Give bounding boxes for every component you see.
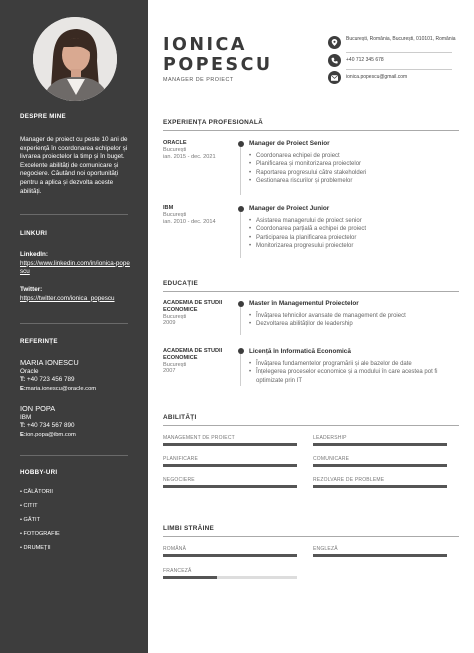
skill-item xyxy=(163,435,297,446)
bullet-item: • Planificarea și monitorizarea proiectelor xyxy=(249,160,459,168)
skill-item xyxy=(313,546,447,557)
link-linkedin xyxy=(20,251,130,277)
timeline-dot xyxy=(238,348,244,354)
reference-company: IBM xyxy=(20,413,32,421)
education-entry xyxy=(249,300,459,329)
twitter-url[interactable]: https://twitter.com/ionica_popescu xyxy=(20,294,115,302)
skill-level-bar xyxy=(313,443,447,446)
experience-entry xyxy=(249,140,459,185)
experience-title: EXPERIENȚA PROFESIONALĂ xyxy=(163,119,264,126)
timeline-dot xyxy=(238,301,244,307)
hobby-list xyxy=(20,489,60,559)
first-name: IONICA xyxy=(163,35,247,55)
skill-label: COMUNICARE xyxy=(313,456,350,462)
full-name xyxy=(163,35,273,75)
company-name: IBM xyxy=(163,205,174,211)
bullet-item: • Învățarea tehnicilor avansate de management de proiect xyxy=(249,312,459,320)
skill-level-bar xyxy=(313,485,447,488)
skill-level-bar xyxy=(313,464,447,467)
link-label: LinkedIn: xyxy=(20,251,48,258)
skill-level-bar xyxy=(163,443,297,446)
company-name: ORACLE xyxy=(163,140,187,146)
skill-item xyxy=(163,477,297,488)
contact-phone xyxy=(328,54,384,67)
skill-level-bar xyxy=(163,554,297,557)
experience-entry-meta xyxy=(163,205,233,225)
skill-level-fill xyxy=(313,485,447,488)
skill-level-bar xyxy=(313,554,447,557)
email-label: E: xyxy=(20,385,26,392)
contact-address xyxy=(328,36,458,49)
degree-title: Master în Managementul Proiectelor xyxy=(249,300,359,307)
email-icon xyxy=(328,71,341,84)
divider xyxy=(20,214,128,215)
sidebar xyxy=(0,0,148,653)
graduation-year: 2009 xyxy=(163,320,176,327)
position-title: Manager de Proiect Junior xyxy=(249,205,330,212)
skill-level-fill xyxy=(163,576,217,579)
bullet-item: • Raportarea progresului către stakeholderi xyxy=(249,169,459,177)
experience-entry xyxy=(249,205,459,250)
education-title: EDUCAȚIE xyxy=(163,280,199,287)
skill-level-bar xyxy=(163,576,297,579)
skill-item xyxy=(163,456,297,467)
profile-photo xyxy=(33,17,117,101)
email-label: E: xyxy=(20,431,26,438)
skill-label: MANAGEMENT DE PROIECT xyxy=(163,435,235,441)
skill-item xyxy=(313,477,447,488)
hobby-item: • CITIT xyxy=(20,503,38,509)
reference-email[interactable]: maria.ionescu@oracle.com xyxy=(25,385,97,392)
bullet-item: • Învățarea fundamentelor programării și ale bazelor de date xyxy=(249,360,459,368)
skill-label: FRANCEZĂ xyxy=(163,568,192,574)
last-name: POPESCU xyxy=(163,55,273,75)
reference-item xyxy=(20,404,132,439)
bullet-item: • Coordonarea echipei de proiect xyxy=(249,152,459,160)
address-text: București, România, București, 010101, România xyxy=(346,36,456,42)
skill-label: ENGLEZĂ xyxy=(313,546,338,552)
skill-item xyxy=(163,546,297,557)
degree-title: Licență în Informatică Economică xyxy=(249,348,351,355)
bullet-item: • Dezvoltarea abilităților de leadership xyxy=(249,320,459,328)
company-city: București xyxy=(163,211,187,218)
timeline-dot xyxy=(238,206,244,212)
reference-phone: +40 734 567 890 xyxy=(27,422,75,430)
about-text: Manager de proiect cu peste 10 ani de experiență în coordonarea echipelor și livrarea proiectelor la timp și în buget. Excelente abilități de comunicare și negociere. Căutând noi oportunități pentru a aplica și dezvolta aceste abilități. xyxy=(20,136,128,195)
reference-phone: +40 723 456 789 xyxy=(27,376,75,384)
skill-level-fill xyxy=(313,464,447,467)
education-entry-meta xyxy=(163,348,233,375)
about-title: DESPRE MINE xyxy=(20,113,66,120)
timeline-line xyxy=(240,305,241,335)
skill-label: PLANIFICARE xyxy=(163,456,198,462)
skill-level-bar xyxy=(163,464,297,467)
education-entry-meta xyxy=(163,300,233,327)
phone-icon xyxy=(328,54,341,67)
bullet-item: • Înțelegerea proceselor economice și a modului în care acestea pot fi optimizate prin IT xyxy=(249,368,459,385)
location-pin-icon xyxy=(328,36,341,49)
phone-text: +40 712 345 678 xyxy=(346,57,384,63)
divider xyxy=(346,52,452,53)
link-label: Twitter: xyxy=(20,286,43,293)
languages-title: LIMBI STRĂINE xyxy=(163,525,215,532)
bullet-item: • Coordonarea parțială a echipei de proiect xyxy=(249,225,459,233)
skill-item xyxy=(313,435,447,446)
school-city: București xyxy=(163,361,187,368)
skill-level-fill xyxy=(313,554,447,557)
reference-email[interactable]: ion.popa@ibm.com xyxy=(25,431,76,438)
timeline-line xyxy=(240,145,241,195)
main-content xyxy=(148,0,474,653)
divider xyxy=(163,536,459,537)
divider xyxy=(346,69,452,70)
bullet-item: • Gestionarea riscurilor și problemelor xyxy=(249,177,459,185)
skill-level-fill xyxy=(163,554,297,557)
reference-company: Oracle xyxy=(20,367,39,375)
skill-level-fill xyxy=(163,485,297,488)
experience-entry-meta xyxy=(163,140,233,160)
divider xyxy=(20,455,128,456)
school-name: ACADEMIA DE STUDII ECONOMICE xyxy=(163,348,223,361)
skill-label: LEADERSHIP xyxy=(313,435,347,441)
timeline-dot xyxy=(238,141,244,147)
school-name: ACADEMIA DE STUDII ECONOMICE xyxy=(163,300,223,313)
skill-level-fill xyxy=(163,443,297,446)
reference-item xyxy=(20,358,132,393)
skill-item xyxy=(313,456,447,467)
reference-name: MARIA IONESCU xyxy=(20,358,79,367)
skills-title: ABILITĂȚI xyxy=(163,414,197,421)
job-title: MANAGER DE PROIECT xyxy=(163,77,234,83)
graduation-year: 2007 xyxy=(163,368,176,375)
skill-level-fill xyxy=(163,464,297,467)
contact-email xyxy=(328,71,407,84)
links-title: LINKURI xyxy=(20,230,48,237)
bullet-item: • Asistarea managerului de proiect senior xyxy=(249,217,459,225)
period: ian. 2010 - dec. 2014 xyxy=(163,218,216,225)
linkedin-url[interactable]: https://www.linkedin.com/in/ionica-popescu xyxy=(20,259,130,276)
skill-label: REZOLVARE DE PROBLEME xyxy=(313,477,385,483)
hobby-item: • CĂLĂTORII xyxy=(20,489,53,495)
skill-level-fill xyxy=(313,443,447,446)
bullet-item: • Monitorizarea progresului proiectelor xyxy=(249,242,459,250)
hobby-item: • DRUMEȚII xyxy=(20,545,51,551)
bullet-item: • Participarea la planificarea proiectelor xyxy=(249,234,459,242)
reference-name: ION POPA xyxy=(20,404,56,413)
hobbies-title: HOBBY-URI xyxy=(20,469,58,476)
skill-item xyxy=(163,568,297,579)
divider xyxy=(163,425,459,426)
skill-level-bar xyxy=(163,485,297,488)
skill-label: NEGOCIERE xyxy=(163,477,195,483)
hobby-item: • FOTOGRAFIE xyxy=(20,531,60,537)
hobby-item: • GĂTIT xyxy=(20,517,40,523)
email-text[interactable]: ionica.popescu@gmail.com xyxy=(346,74,408,80)
school-city: București xyxy=(163,313,187,320)
period: ian. 2015 - dec. 2021 xyxy=(163,153,216,160)
link-twitter xyxy=(20,286,130,303)
phone-label: T: xyxy=(20,376,26,384)
skill-label: ROMÂNĂ xyxy=(163,546,187,552)
references-title: REFERINȚE xyxy=(20,338,58,345)
divider xyxy=(163,130,459,131)
divider xyxy=(20,323,128,324)
position-title: Manager de Proiect Senior xyxy=(249,140,330,147)
phone-label: T: xyxy=(20,422,26,430)
company-city: București xyxy=(163,146,187,153)
divider xyxy=(163,291,459,292)
education-entry xyxy=(249,348,459,385)
timeline-line xyxy=(240,352,241,386)
timeline-line xyxy=(240,210,241,258)
